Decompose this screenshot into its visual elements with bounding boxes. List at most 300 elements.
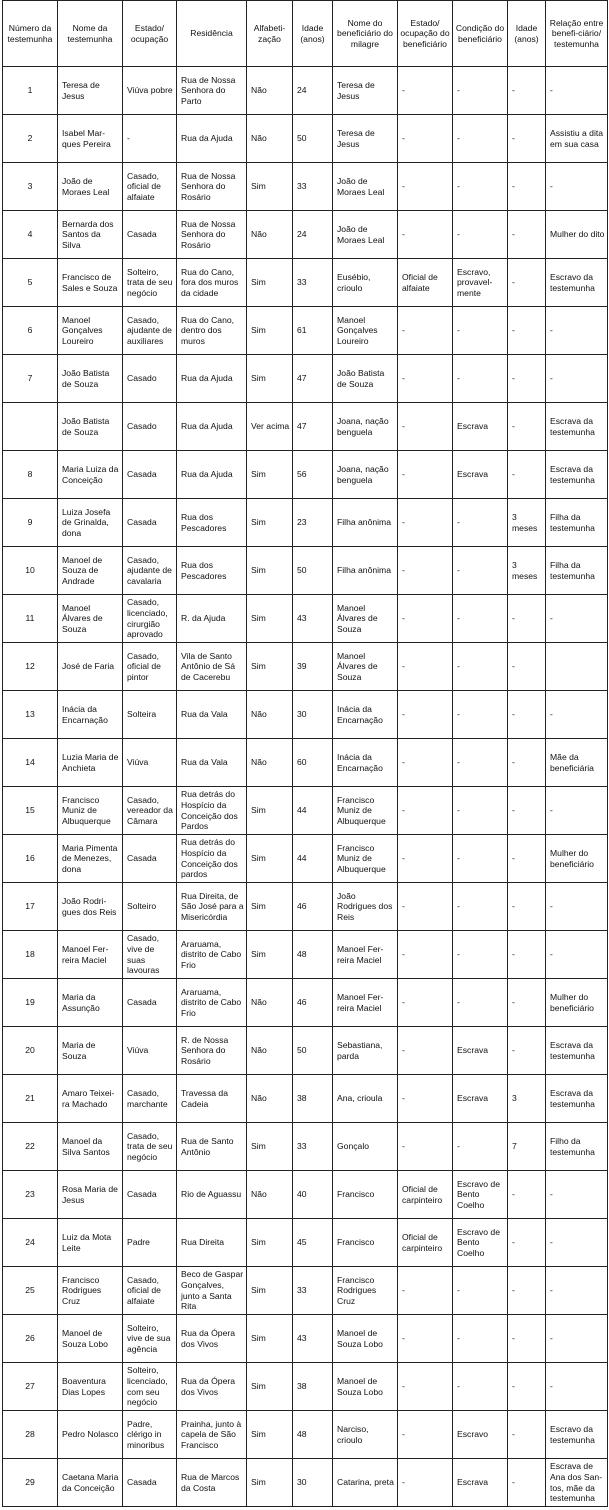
relation-cell: Escravo da testemunha: [546, 1411, 608, 1459]
beneficiary-age-cell: 3 meses: [508, 499, 546, 547]
witness-age-cell: 47: [293, 355, 333, 403]
witness-name-cell: Luiza Josefa de Grinalda, dona: [58, 499, 123, 547]
witness-age-cell: 24: [293, 211, 333, 259]
table-row: [3, 211, 608, 259]
table-row: [3, 355, 608, 403]
witness-status-cell: Casado, vive de suas lavouras: [123, 931, 177, 979]
beneficiary-age-cell: -: [508, 451, 546, 499]
beneficiary-age-cell: -: [508, 1267, 546, 1315]
witness-name-cell: Manoel Gonçalves Loureiro: [58, 307, 123, 355]
beneficiary-age-cell: 3 meses: [508, 547, 546, 595]
beneficiary-condition-cell: -: [453, 1123, 508, 1171]
beneficiary-status-cell: -: [398, 643, 453, 691]
witness-number-cell: 22: [3, 1123, 58, 1171]
beneficiary-age-cell: -: [508, 739, 546, 787]
residence-cell: Rua da Ajuda: [177, 451, 247, 499]
beneficiary-name-cell: Francisco: [333, 1171, 398, 1219]
witness-number-cell: 7: [3, 355, 58, 403]
table-row: [3, 163, 608, 211]
beneficiary-age-cell: -: [508, 931, 546, 979]
residence-cell: Araruama, distrito de Cabo Frio: [177, 931, 247, 979]
beneficiary-status-cell: -: [398, 547, 453, 595]
witness-name-cell: João de Moraes Leal: [58, 163, 123, 211]
table-row: [3, 643, 608, 691]
table-row: [3, 787, 608, 835]
witness-number-cell: 2: [3, 115, 58, 163]
table-header: [3, 1, 608, 67]
witness-status-cell: Casada: [123, 1171, 177, 1219]
beneficiary-status-cell: -: [398, 211, 453, 259]
beneficiary-condition-cell: -: [453, 643, 508, 691]
beneficiary-age-cell: -: [508, 1171, 546, 1219]
literacy-cell: Sim: [247, 595, 293, 643]
beneficiary-name-cell: Francisco Rodrigues Cruz: [333, 1267, 398, 1315]
column-header: Nome da testemunha: [58, 1, 123, 67]
beneficiary-age-cell: -: [508, 643, 546, 691]
beneficiary-name-cell: João de Moraes Leal: [333, 211, 398, 259]
relation-cell: Escrava da testemunha: [546, 451, 608, 499]
beneficiary-name-cell: Eusébio, crioulo: [333, 259, 398, 307]
residence-cell: Rua do Cano, dentro dos muros: [177, 307, 247, 355]
witness-status-cell: Casada: [123, 211, 177, 259]
residence-cell: Rua de Nossa Senhora do Rosário: [177, 211, 247, 259]
beneficiary-status-cell: -: [398, 691, 453, 739]
witness-age-cell: 30: [293, 691, 333, 739]
beneficiary-condition-cell: -: [453, 739, 508, 787]
witness-age-cell: 40: [293, 1171, 333, 1219]
literacy-cell: Sim: [247, 787, 293, 835]
witness-number-cell: 11: [3, 595, 58, 643]
literacy-cell: Não: [247, 67, 293, 115]
table-row: [3, 1075, 608, 1123]
beneficiary-condition-cell: -: [453, 1363, 508, 1411]
residence-cell: Rua de Santo Antônio: [177, 1123, 247, 1171]
witness-name-cell: Boaventura Dias Lopes: [58, 1363, 123, 1411]
table-row: [3, 1027, 608, 1075]
witness-number-cell: 23: [3, 1171, 58, 1219]
relation-cell: Filha da testemunha: [546, 499, 608, 547]
column-header: Número da testemunha: [3, 1, 58, 67]
literacy-cell: Sim: [247, 307, 293, 355]
beneficiary-condition-cell: -: [453, 931, 508, 979]
witness-age-cell: 61: [293, 307, 333, 355]
witness-age-cell: 44: [293, 835, 333, 883]
beneficiary-condition-cell: -: [453, 499, 508, 547]
beneficiary-age-cell: -: [508, 595, 546, 643]
literacy-cell: Não: [247, 979, 293, 1027]
beneficiary-name-cell: Filha anônima: [333, 499, 398, 547]
relation-cell: Escrava da testemunha: [546, 1075, 608, 1123]
relation-cell: [546, 643, 608, 691]
relation-cell: -: [546, 355, 608, 403]
column-header: Estado/ ocupação: [123, 1, 177, 67]
literacy-cell: Ver acima: [247, 403, 293, 451]
beneficiary-age-cell: -: [508, 787, 546, 835]
relation-cell: Mulher do beneficiário: [546, 979, 608, 1027]
beneficiary-status-cell: -: [398, 499, 453, 547]
beneficiary-name-cell: Manoel Álvares de Souza: [333, 643, 398, 691]
beneficiary-name-cell: Manoel Gonçalves Loureiro: [333, 307, 398, 355]
witness-age-cell: 39: [293, 643, 333, 691]
residence-cell: Rua da Ópera dos Vivos: [177, 1363, 247, 1411]
witness-status-cell: Viúva pobre: [123, 67, 177, 115]
relation-cell: Escrava da testemunha: [546, 1027, 608, 1075]
relation-cell: Mulher do beneficiário: [546, 835, 608, 883]
residence-cell: Rua de Marcos da Costa: [177, 1459, 247, 1507]
relation-cell: -: [546, 67, 608, 115]
witness-name-cell: Francisco Rodrigues Cruz: [58, 1267, 123, 1315]
literacy-cell: Sim: [247, 1123, 293, 1171]
beneficiary-status-cell: -: [398, 739, 453, 787]
column-header: Residência: [177, 1, 247, 67]
witness-age-cell: 50: [293, 1027, 333, 1075]
table-row: [3, 883, 608, 931]
relation-cell: -: [546, 1267, 608, 1315]
relation-cell: Escravo da testemunha: [546, 259, 608, 307]
beneficiary-condition-cell: Escrava: [453, 1459, 508, 1507]
beneficiary-age-cell: -: [508, 1315, 546, 1363]
beneficiary-status-cell: -: [398, 1315, 453, 1363]
literacy-cell: Sim: [247, 163, 293, 211]
table-row: [3, 1267, 608, 1315]
witness-number-cell: 16: [3, 835, 58, 883]
witness-age-cell: 33: [293, 1267, 333, 1315]
beneficiary-status-cell: -: [398, 1027, 453, 1075]
table-row: [3, 451, 608, 499]
witness-name-cell: Caetana Maria da Conceição: [58, 1459, 123, 1507]
witness-status-cell: Casado, licenciado, cirurgião aprovado: [123, 595, 177, 643]
witness-status-cell: Casado, trata de seu negócio: [123, 1123, 177, 1171]
witness-name-cell: Manoel de Souza de Andrade: [58, 547, 123, 595]
literacy-cell: Sim: [247, 355, 293, 403]
witness-number-cell: 26: [3, 1315, 58, 1363]
residence-cell: Beco de Gaspar Gonçalves, junto a Santa Rita: [177, 1267, 247, 1315]
beneficiary-status-cell: -: [398, 883, 453, 931]
beneficiary-name-cell: Francisco Muniz de Albuquerque: [333, 787, 398, 835]
column-header: Idade (anos): [293, 1, 333, 67]
beneficiary-status-cell: -: [398, 595, 453, 643]
relation-cell: -: [546, 595, 608, 643]
relation-cell: -: [546, 883, 608, 931]
beneficiary-age-cell: -: [508, 403, 546, 451]
witness-number-cell: 18: [3, 931, 58, 979]
beneficiary-age-cell: -: [508, 1411, 546, 1459]
witness-age-cell: 38: [293, 1363, 333, 1411]
witness-status-cell: Solteira: [123, 691, 177, 739]
witness-number-cell: 4: [3, 211, 58, 259]
residence-cell: R. da Ajuda: [177, 595, 247, 643]
residence-cell: Rua Direita: [177, 1219, 247, 1267]
relation-cell: -: [546, 1363, 608, 1411]
table-row: [3, 1315, 608, 1363]
residence-cell: Rua dos Pescadores: [177, 499, 247, 547]
relation-cell: -: [546, 1315, 608, 1363]
relation-cell: Filho da testemunha: [546, 1123, 608, 1171]
residence-cell: Rua da Vala: [177, 691, 247, 739]
witness-number-cell: 5: [3, 259, 58, 307]
witness-status-cell: Solteiro, licenciado, com seu negócio: [123, 1363, 177, 1411]
beneficiary-status-cell: -: [398, 1075, 453, 1123]
witness-number-cell: 24: [3, 1219, 58, 1267]
literacy-cell: Sim: [247, 1219, 293, 1267]
witness-name-cell: Maria de Souza: [58, 1027, 123, 1075]
beneficiary-condition-cell: -: [453, 115, 508, 163]
witness-number-cell: 10: [3, 547, 58, 595]
witness-status-cell: Casado, vereador da Câmara: [123, 787, 177, 835]
beneficiary-age-cell: -: [508, 691, 546, 739]
witness-age-cell: 44: [293, 787, 333, 835]
relation-cell: -: [546, 307, 608, 355]
beneficiary-status-cell: -: [398, 835, 453, 883]
table-row: [3, 1459, 608, 1507]
relation-cell: Escrava da testemunha: [546, 403, 608, 451]
witness-number-cell: 3: [3, 163, 58, 211]
witness-name-cell: Amaro Teixei-ra Machado: [58, 1075, 123, 1123]
table-row: [3, 691, 608, 739]
literacy-cell: Sim: [247, 499, 293, 547]
table-row: [3, 835, 608, 883]
literacy-cell: Não: [247, 1075, 293, 1123]
beneficiary-condition-cell: -: [453, 979, 508, 1027]
witness-name-cell: Manoel de Souza Lobo: [58, 1315, 123, 1363]
beneficiary-condition-cell: Escravo de Bento Coelho: [453, 1219, 508, 1267]
literacy-cell: Sim: [247, 1411, 293, 1459]
literacy-cell: Sim: [247, 1315, 293, 1363]
witness-age-cell: 33: [293, 1123, 333, 1171]
witness-age-cell: 43: [293, 595, 333, 643]
witness-number-cell: 6: [3, 307, 58, 355]
beneficiary-age-cell: -: [508, 1459, 546, 1507]
witness-age-cell: 60: [293, 739, 333, 787]
beneficiary-name-cell: Inácia da Encarnação: [333, 739, 398, 787]
beneficiary-status-cell: -: [398, 67, 453, 115]
witness-status-cell: Solteiro, trata de seu negócio: [123, 259, 177, 307]
table-row: [3, 1171, 608, 1219]
beneficiary-condition-cell: -: [453, 163, 508, 211]
witness-status-cell: Casado, ajudante de auxiliares: [123, 307, 177, 355]
witness-status-cell: Casado, oficial de pintor: [123, 643, 177, 691]
residence-cell: Prainha, junto à capela de São Francisco: [177, 1411, 247, 1459]
beneficiary-condition-cell: -: [453, 211, 508, 259]
witness-name-cell: Inácia da Encarnação: [58, 691, 123, 739]
residence-cell: Rio de Aguassu: [177, 1171, 247, 1219]
witness-age-cell: 48: [293, 1411, 333, 1459]
witness-status-cell: Casado, ajudante de cavalaria: [123, 547, 177, 595]
beneficiary-name-cell: Manoel de Souza Lobo: [333, 1315, 398, 1363]
literacy-cell: Não: [247, 211, 293, 259]
table-row: [3, 1411, 608, 1459]
witness-age-cell: 38: [293, 1075, 333, 1123]
witness-name-cell: Francisco Muniz de Albuquerque: [58, 787, 123, 835]
beneficiary-condition-cell: Escrava: [453, 451, 508, 499]
relation-cell: -: [546, 163, 608, 211]
beneficiary-condition-cell: -: [453, 355, 508, 403]
beneficiary-age-cell: 3: [508, 1075, 546, 1123]
witness-number-cell: 21: [3, 1075, 58, 1123]
witness-status-cell: Casado, marchante: [123, 1075, 177, 1123]
relation-cell: -: [546, 691, 608, 739]
beneficiary-name-cell: Teresa de Jesus: [333, 67, 398, 115]
witness-number-cell: 28: [3, 1411, 58, 1459]
header-row: [3, 1, 608, 67]
witness-name-cell: João Batista de Souza: [58, 403, 123, 451]
literacy-cell: Não: [247, 1027, 293, 1075]
table-row: [3, 547, 608, 595]
literacy-cell: Sim: [247, 1267, 293, 1315]
witness-name-cell: Francisco de Sales e Souza: [58, 259, 123, 307]
beneficiary-name-cell: Ana, crioula: [333, 1075, 398, 1123]
witness-table: [2, 0, 608, 1507]
beneficiary-condition-cell: -: [453, 691, 508, 739]
witness-name-cell: Bernarda dos Santos da Silva: [58, 211, 123, 259]
beneficiary-status-cell: -: [398, 931, 453, 979]
table-row: [3, 931, 608, 979]
witness-name-cell: Teresa de Jesus: [58, 67, 123, 115]
residence-cell: Rua detrás do Hospício da Conceição dos pardos: [177, 835, 247, 883]
witness-age-cell: 46: [293, 883, 333, 931]
column-header: Idade (anos): [508, 1, 546, 67]
witness-age-cell: 50: [293, 547, 333, 595]
witness-number-cell: 1: [3, 67, 58, 115]
table-row: [3, 499, 608, 547]
table-row: [3, 739, 608, 787]
witness-number-cell: 17: [3, 883, 58, 931]
beneficiary-condition-cell: Escrava: [453, 1027, 508, 1075]
witness-status-cell: Casado, oficial de alfaiate: [123, 163, 177, 211]
beneficiary-status-cell: -: [398, 307, 453, 355]
witness-number-cell: 27: [3, 1363, 58, 1411]
beneficiary-name-cell: Narciso, crioulo: [333, 1411, 398, 1459]
beneficiary-condition-cell: Escravo de Bento Coelho: [453, 1171, 508, 1219]
witness-age-cell: 56: [293, 451, 333, 499]
beneficiary-age-cell: -: [508, 67, 546, 115]
witness-age-cell: 30: [293, 1459, 333, 1507]
beneficiary-name-cell: Joana, nação benguela: [333, 403, 398, 451]
beneficiary-name-cell: Manoel Fer-reira Maciel: [333, 931, 398, 979]
beneficiary-condition-cell: Escrava: [453, 403, 508, 451]
column-header: Condição do beneficiário: [453, 1, 508, 67]
residence-cell: Rua da Ajuda: [177, 355, 247, 403]
relation-cell: Mãe da beneficiária: [546, 739, 608, 787]
beneficiary-age-cell: -: [508, 355, 546, 403]
document-page: [2, 0, 607, 1507]
beneficiary-status-cell: -: [398, 403, 453, 451]
beneficiary-name-cell: Joana, nação benguela: [333, 451, 398, 499]
witness-number-cell: 14: [3, 739, 58, 787]
beneficiary-age-cell: -: [508, 1219, 546, 1267]
table-row: [3, 307, 608, 355]
witness-name-cell: Isabel Mar-ques Pereira: [58, 115, 123, 163]
witness-status-cell: Casada: [123, 835, 177, 883]
witness-name-cell: José de Faria: [58, 643, 123, 691]
literacy-cell: Sim: [247, 1363, 293, 1411]
witness-age-cell: 43: [293, 1315, 333, 1363]
beneficiary-name-cell: Catarina, preta: [333, 1459, 398, 1507]
relation-cell: -: [546, 931, 608, 979]
beneficiary-status-cell: Oficial de carpinteiro: [398, 1219, 453, 1267]
witness-number-cell: 20: [3, 1027, 58, 1075]
witness-age-cell: 47: [293, 403, 333, 451]
relation-cell: Mulher do dito: [546, 211, 608, 259]
beneficiary-status-cell: -: [398, 1123, 453, 1171]
literacy-cell: Sim: [247, 883, 293, 931]
beneficiary-age-cell: -: [508, 835, 546, 883]
witness-number-cell: [3, 403, 58, 451]
residence-cell: Rua detrás do Hospício da Conceição dos Pardos: [177, 787, 247, 835]
relation-cell: -: [546, 1171, 608, 1219]
witness-status-cell: Padre: [123, 1219, 177, 1267]
table-body: [3, 67, 608, 1507]
beneficiary-name-cell: Manoel Álvares de Souza: [333, 595, 398, 643]
witness-name-cell: Rosa Maria de Jesus: [58, 1171, 123, 1219]
witness-name-cell: Maria Luiza da Conceição: [58, 451, 123, 499]
witness-number-cell: 12: [3, 643, 58, 691]
beneficiary-condition-cell: Escravo: [453, 1411, 508, 1459]
residence-cell: Rua de Nossa Senhora do Parto: [177, 67, 247, 115]
relation-cell: -: [546, 787, 608, 835]
beneficiary-condition-cell: -: [453, 595, 508, 643]
beneficiary-age-cell: -: [508, 883, 546, 931]
witness-age-cell: 45: [293, 1219, 333, 1267]
witness-status-cell: Casada: [123, 499, 177, 547]
beneficiary-status-cell: -: [398, 1459, 453, 1507]
beneficiary-age-cell: -: [508, 211, 546, 259]
residence-cell: R. de Nossa Senhora do Rosário: [177, 1027, 247, 1075]
witness-status-cell: Casada: [123, 451, 177, 499]
table-row: [3, 1363, 608, 1411]
literacy-cell: Sim: [247, 259, 293, 307]
witness-age-cell: 50: [293, 115, 333, 163]
relation-cell: -: [546, 1219, 608, 1267]
literacy-cell: Sim: [247, 451, 293, 499]
witness-name-cell: Pedro Nolasco: [58, 1411, 123, 1459]
witness-age-cell: 33: [293, 163, 333, 211]
beneficiary-name-cell: João Batista de Souza: [333, 355, 398, 403]
table-row: [3, 259, 608, 307]
witness-number-cell: 19: [3, 979, 58, 1027]
table-row: [3, 979, 608, 1027]
beneficiary-status-cell: -: [398, 979, 453, 1027]
column-header: Estado/ ocupação do beneficiário: [398, 1, 453, 67]
beneficiary-status-cell: -: [398, 355, 453, 403]
column-header: Relação entre benefi-ciário/ testemunha: [546, 1, 608, 67]
residence-cell: Vila de Santo Antônio de Sá de Cacerebu: [177, 643, 247, 691]
beneficiary-name-cell: Filha anônima: [333, 547, 398, 595]
literacy-cell: Sim: [247, 643, 293, 691]
witness-status-cell: Casada: [123, 979, 177, 1027]
table-row: [3, 67, 608, 115]
literacy-cell: Não: [247, 691, 293, 739]
beneficiary-status-cell: -: [398, 163, 453, 211]
witness-age-cell: 24: [293, 67, 333, 115]
literacy-cell: Não: [247, 739, 293, 787]
beneficiary-age-cell: -: [508, 163, 546, 211]
relation-cell: Filha da testemunha: [546, 547, 608, 595]
witness-number-cell: 29: [3, 1459, 58, 1507]
table-row: [3, 1123, 608, 1171]
beneficiary-name-cell: Inácia da Encarnação: [333, 691, 398, 739]
beneficiary-condition-cell: -: [453, 787, 508, 835]
literacy-cell: Não: [247, 115, 293, 163]
literacy-cell: Sim: [247, 1459, 293, 1507]
witness-status-cell: Casado: [123, 355, 177, 403]
residence-cell: Rua do Cano, fora dos muros da cidade: [177, 259, 247, 307]
beneficiary-status-cell: -: [398, 1411, 453, 1459]
witness-status-cell: Padre, clérigo in minoribus: [123, 1411, 177, 1459]
beneficiary-age-cell: -: [508, 979, 546, 1027]
witness-age-cell: 23: [293, 499, 333, 547]
beneficiary-name-cell: Gonçalo: [333, 1123, 398, 1171]
